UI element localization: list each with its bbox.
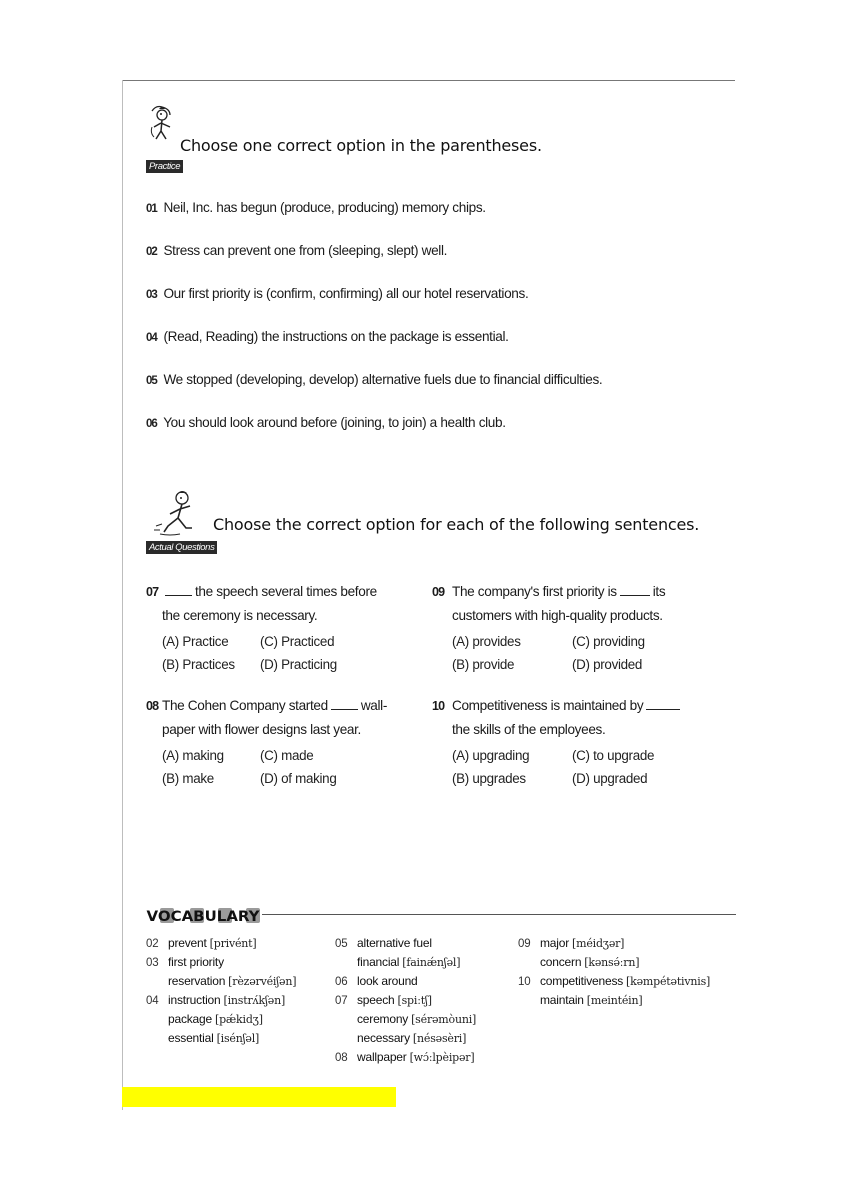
vocab-pronunciation: [kənsə́ːrn]	[584, 956, 640, 969]
vocabulary-column-2	[335, 934, 476, 1067]
vocabulary-logo	[146, 907, 261, 924]
vocab-number: 03	[146, 957, 159, 969]
question-text-start: The company's first priority is	[452, 584, 617, 599]
vocab-word: competitiveness	[540, 974, 624, 988]
vocab-pronunciation: [kəmpétətivnis]	[626, 975, 711, 988]
top-rule	[122, 80, 735, 81]
vocabulary-rule	[262, 914, 736, 915]
vocab-entry	[518, 991, 710, 1010]
option-a: (A) provides	[452, 634, 521, 649]
answer-blank	[165, 586, 192, 596]
question-line-2: customers with high-quality products.	[452, 608, 663, 623]
vocab-entry	[335, 972, 476, 991]
question-number: 10	[432, 699, 445, 713]
answer-blank	[646, 700, 680, 710]
left-margin-rule	[122, 80, 123, 1110]
practice-number: 02	[146, 246, 157, 258]
practice-text: (Read, Reading) the instructions on the package is essential.	[163, 329, 509, 344]
vocab-entry	[146, 991, 296, 1010]
vocabulary-title: VOCABULARY	[146, 909, 261, 924]
vocab-word: reservation	[168, 974, 226, 988]
question-08	[146, 694, 406, 742]
vocab-pronunciation: [fainǽnʃəl]	[402, 956, 461, 969]
practice-text: Stress can prevent one from (sleeping, slept) well.	[163, 243, 448, 258]
practice-number: 03	[146, 289, 157, 301]
vocab-pronunciation: [meintéin]	[586, 994, 643, 1007]
option-c: (C) to upgrade	[572, 748, 655, 763]
vocab-word: look around	[357, 974, 418, 988]
vocab-word: ceremony	[357, 1012, 409, 1026]
vocabulary-column-3	[518, 934, 710, 1010]
practice-badge: Practice	[146, 160, 183, 173]
vocab-word: wallpaper	[357, 1050, 407, 1064]
vocab-entry	[146, 953, 296, 972]
practice-heading: Choose one correct option in the parentheses.	[180, 136, 542, 155]
option-d: (D) provided	[572, 657, 643, 672]
vocab-number: 08	[335, 1052, 348, 1064]
question-text-end: wall-	[360, 698, 388, 713]
option-a: (A) making	[162, 748, 224, 763]
practice-text: You should look around before (joining, to join) a health club.	[163, 415, 506, 430]
vocab-entry	[335, 991, 476, 1010]
practice-number: 04	[146, 332, 157, 344]
vocab-number: 10	[518, 976, 531, 988]
vocab-entry	[518, 972, 710, 991]
practice-item	[146, 329, 509, 344]
vocab-entry	[146, 1010, 296, 1029]
option-d: (D) Practicing	[260, 657, 337, 672]
vocab-pronunciation: [méidʒər]	[572, 937, 625, 950]
question-line-2: the skills of the employees.	[452, 722, 606, 737]
question-10	[432, 694, 702, 742]
vocab-pronunciation: [spiːtʃ]	[397, 994, 432, 1007]
vocab-entry	[146, 934, 296, 953]
actual-heading: Choose the correct option for each of the following sentences.	[213, 515, 700, 534]
vocab-entry	[146, 1029, 296, 1048]
vocab-pronunciation: [pǽkidʒ]	[214, 1013, 263, 1026]
actual-mascot-icon	[146, 488, 210, 540]
practice-text: We stopped (developing, develop) alternative fuels due to financial difficulties.	[163, 372, 603, 387]
vocab-pronunciation: [wɔ́ːlpèipər]	[409, 1051, 475, 1064]
practice-number: 05	[146, 375, 157, 387]
vocab-word: prevent	[168, 936, 207, 950]
vocab-entry	[146, 972, 296, 991]
practice-item	[146, 243, 447, 258]
practice-item	[146, 200, 486, 215]
question-text-start: The Cohen Company started	[162, 698, 328, 713]
option-c: (C) made	[260, 748, 314, 763]
vocab-pronunciation: [instrʌ́kʃən]	[223, 994, 286, 1007]
vocab-word: major	[540, 936, 570, 950]
vocab-word: speech	[357, 993, 395, 1007]
vocab-entry	[518, 934, 710, 953]
option-b: (B) make	[162, 771, 214, 786]
vocab-entry	[518, 953, 710, 972]
option-a: (A) upgrading	[452, 748, 530, 763]
practice-item	[146, 372, 602, 387]
option-c: (C) providing	[572, 634, 645, 649]
vocab-number: 02	[146, 938, 159, 950]
vocab-pronunciation: [privént]	[209, 937, 257, 950]
question-text-end: its	[652, 584, 666, 599]
vocab-word: instruction	[168, 993, 221, 1007]
option-d: (D) upgraded	[572, 771, 648, 786]
practice-text: Our first priority is (confirm, confirming) all our hotel reservations.	[163, 286, 529, 301]
question-number: 08	[146, 699, 159, 713]
vocab-pronunciation: [rèzərvéiʃən]	[228, 975, 297, 988]
vocab-entry	[335, 953, 476, 972]
answer-blank	[331, 700, 358, 710]
question-text-start: Competitiveness is maintained by	[452, 698, 644, 713]
vocab-number: 07	[335, 995, 348, 1007]
vocab-number: 05	[335, 938, 348, 950]
question-line-2: paper with flower designs last year.	[162, 722, 361, 737]
vocab-word: alternative fuel	[357, 936, 432, 950]
option-a: (A) Practice	[162, 634, 229, 649]
question-text-end: the speech several times before	[195, 584, 377, 599]
answer-blank	[620, 586, 650, 596]
vocab-entry	[335, 1048, 476, 1067]
yellow-highlight-bar	[122, 1087, 396, 1107]
vocab-pronunciation: [sérəmòuni]	[411, 1013, 477, 1026]
practice-item	[146, 415, 506, 430]
vocab-word: essential	[168, 1031, 214, 1045]
practice-text: Neil, Inc. has begun (produce, producing) memory chips.	[163, 200, 486, 215]
vocab-word: package	[168, 1012, 212, 1026]
question-09	[432, 580, 702, 628]
question-07	[146, 580, 406, 628]
vocab-word: financial	[357, 955, 400, 969]
vocab-pronunciation: [isénʃəl]	[216, 1032, 260, 1045]
vocab-number: 04	[146, 995, 159, 1007]
actual-badge: Actual Questions	[146, 541, 217, 554]
vocab-word: concern	[540, 955, 582, 969]
practice-number: 01	[146, 203, 157, 215]
vocab-number: 09	[518, 938, 531, 950]
vocab-number: 06	[335, 976, 348, 988]
vocabulary-column-1	[146, 934, 296, 1048]
practice-mascot-icon	[146, 103, 178, 143]
vocab-word: maintain	[540, 993, 584, 1007]
option-d: (D) of making	[260, 771, 337, 786]
vocab-entry	[335, 1029, 476, 1048]
question-line-2: the ceremony is necessary.	[162, 608, 318, 623]
option-b: (B) upgrades	[452, 771, 526, 786]
question-number: 09	[432, 585, 445, 599]
vocab-entry	[335, 1010, 476, 1029]
vocab-pronunciation: [nésəsèri]	[412, 1032, 467, 1045]
option-b: (B) Practices	[162, 657, 235, 672]
practice-number: 06	[146, 418, 157, 430]
question-number: 07	[146, 585, 159, 599]
vocab-entry	[335, 934, 476, 953]
option-c: (C) Practiced	[260, 634, 335, 649]
practice-item	[146, 286, 528, 301]
vocab-word: first priority	[168, 955, 224, 969]
vocab-word: necessary	[357, 1031, 410, 1045]
option-b: (B) provide	[452, 657, 515, 672]
